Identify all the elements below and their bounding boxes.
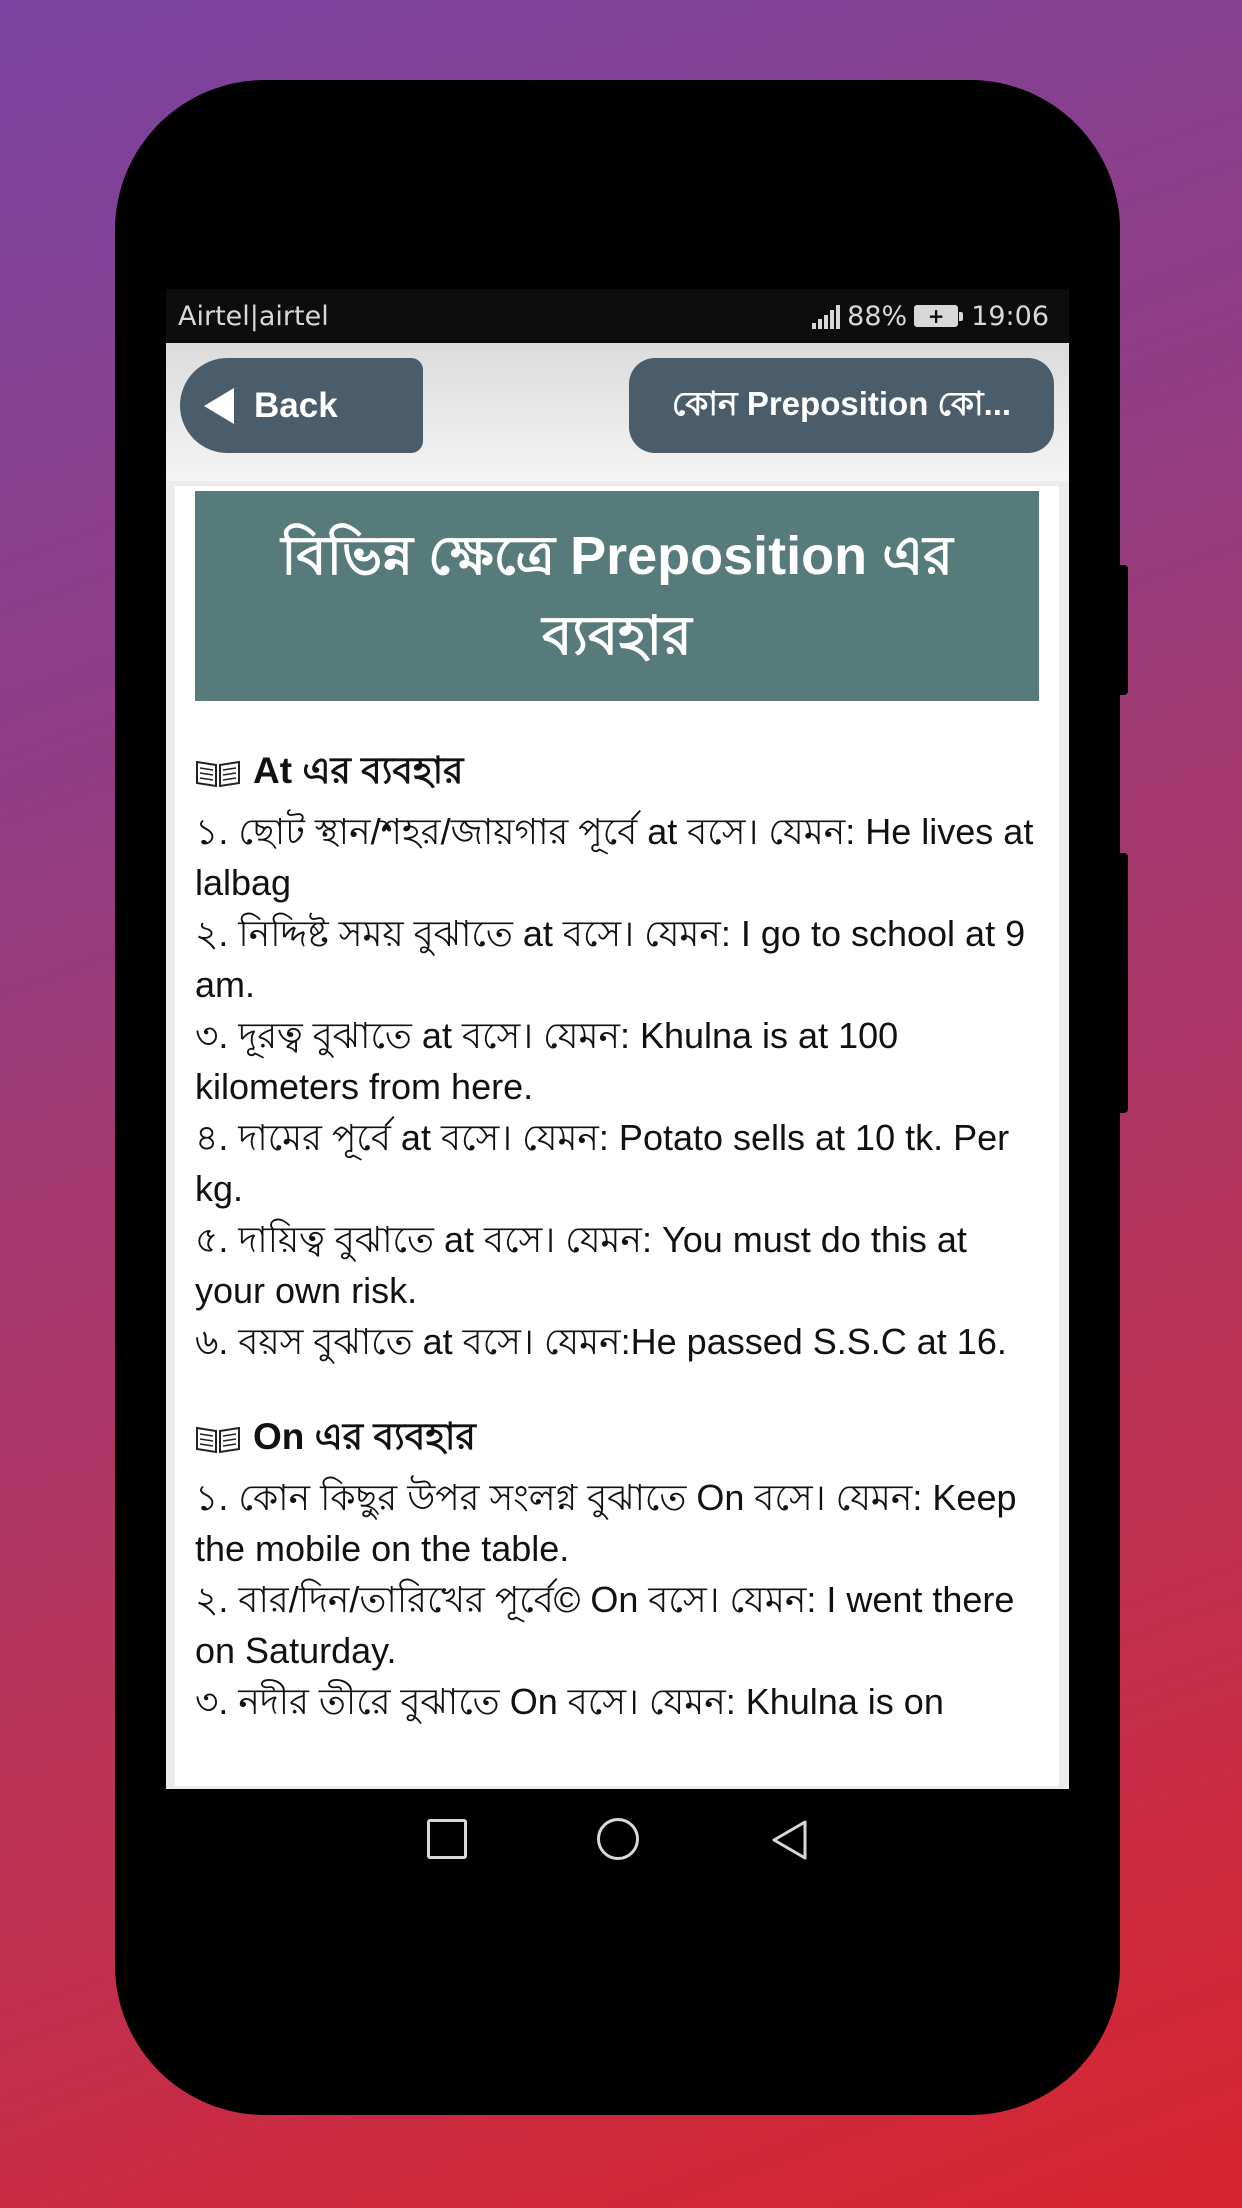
open-book-icon: [195, 1424, 241, 1454]
section-at: [195, 741, 1039, 1367]
next-topic-button[interactable]: [629, 358, 1054, 453]
rule-line: ৫. দায়িত্ব বুঝাতে at বসে। যেমন: You must do this at your own risk.: [195, 1219, 967, 1311]
rule-line: ২. নিদ্দিষ্ট সময় বুঝাতে at বসে। যেমন: I go to school at 9 am.: [195, 913, 1026, 1005]
signal-icon: [812, 303, 840, 329]
next-topic-label: কোন Preposition কো...: [671, 384, 1012, 422]
open-book-icon: [195, 758, 241, 788]
rule-line: ৪. দামের পূর্বে at বসে। যেমন: Potato sells at 10 tk. Per kg.: [195, 1117, 1010, 1209]
system-nav-bar: [166, 1789, 1069, 1889]
back-arrow-icon: [204, 388, 234, 424]
section-heading: [195, 1407, 1039, 1470]
screen: [166, 289, 1069, 1789]
page-title-banner: [195, 491, 1039, 701]
rule-line: ২. বার/দিন/তারিখের পূর্বে© On বসে। যেমন: I went there on Saturday.: [195, 1579, 1015, 1671]
back-nav-icon[interactable]: [769, 1819, 809, 1859]
status-bar: [166, 289, 1069, 343]
clock: 19:06: [971, 300, 1049, 332]
page-title: বিভিন্ন ক্ষেত্রে Preposition এর ব্যবহার: [281, 526, 953, 666]
rule-line: ৬. বয়স বুঝাতে at বসে। যেমন:He passed S.S.C at 16.: [195, 1321, 1007, 1362]
battery-charging-icon: +: [914, 305, 958, 327]
home-icon[interactable]: [597, 1818, 639, 1860]
rule-line: ১. কোন কিছুর উপর সংলগ্ন বুঝাতে On বসে। যেমন: Keep the mobile on the table.: [195, 1477, 1017, 1569]
section-heading-text: At এর ব্যবহার: [253, 750, 464, 791]
rule-line: ১. ছোট স্থান/শহর/জায়গার পূর্বে at বসে। যেমন: He lives at lalbag: [195, 811, 1034, 903]
content-area[interactable]: [175, 486, 1059, 1786]
rule-line: ৩. নদীর তীরে বুঝাতে On বসে। যেমন: Khulna is on: [195, 1681, 944, 1722]
carrier-label: Airtel|airtel: [178, 300, 329, 332]
status-icons: [812, 301, 1049, 332]
section-on: [195, 1407, 1039, 1727]
recent-apps-icon[interactable]: [427, 1819, 467, 1859]
volume-button: [1118, 565, 1128, 695]
back-button-label: Back: [254, 385, 338, 425]
section-heading-text: On এর ব্যবহার: [253, 1416, 476, 1457]
toolbar: [166, 343, 1069, 481]
battery-percent: 88%: [847, 300, 908, 332]
back-button[interactable]: [180, 358, 423, 453]
rule-line: ৩. দূরত্ব বুঝাতে at বসে। যেমন: Khulna is at 100 kilometers from here.: [195, 1015, 899, 1107]
power-button: [1118, 853, 1128, 1113]
section-heading: [195, 741, 1039, 804]
